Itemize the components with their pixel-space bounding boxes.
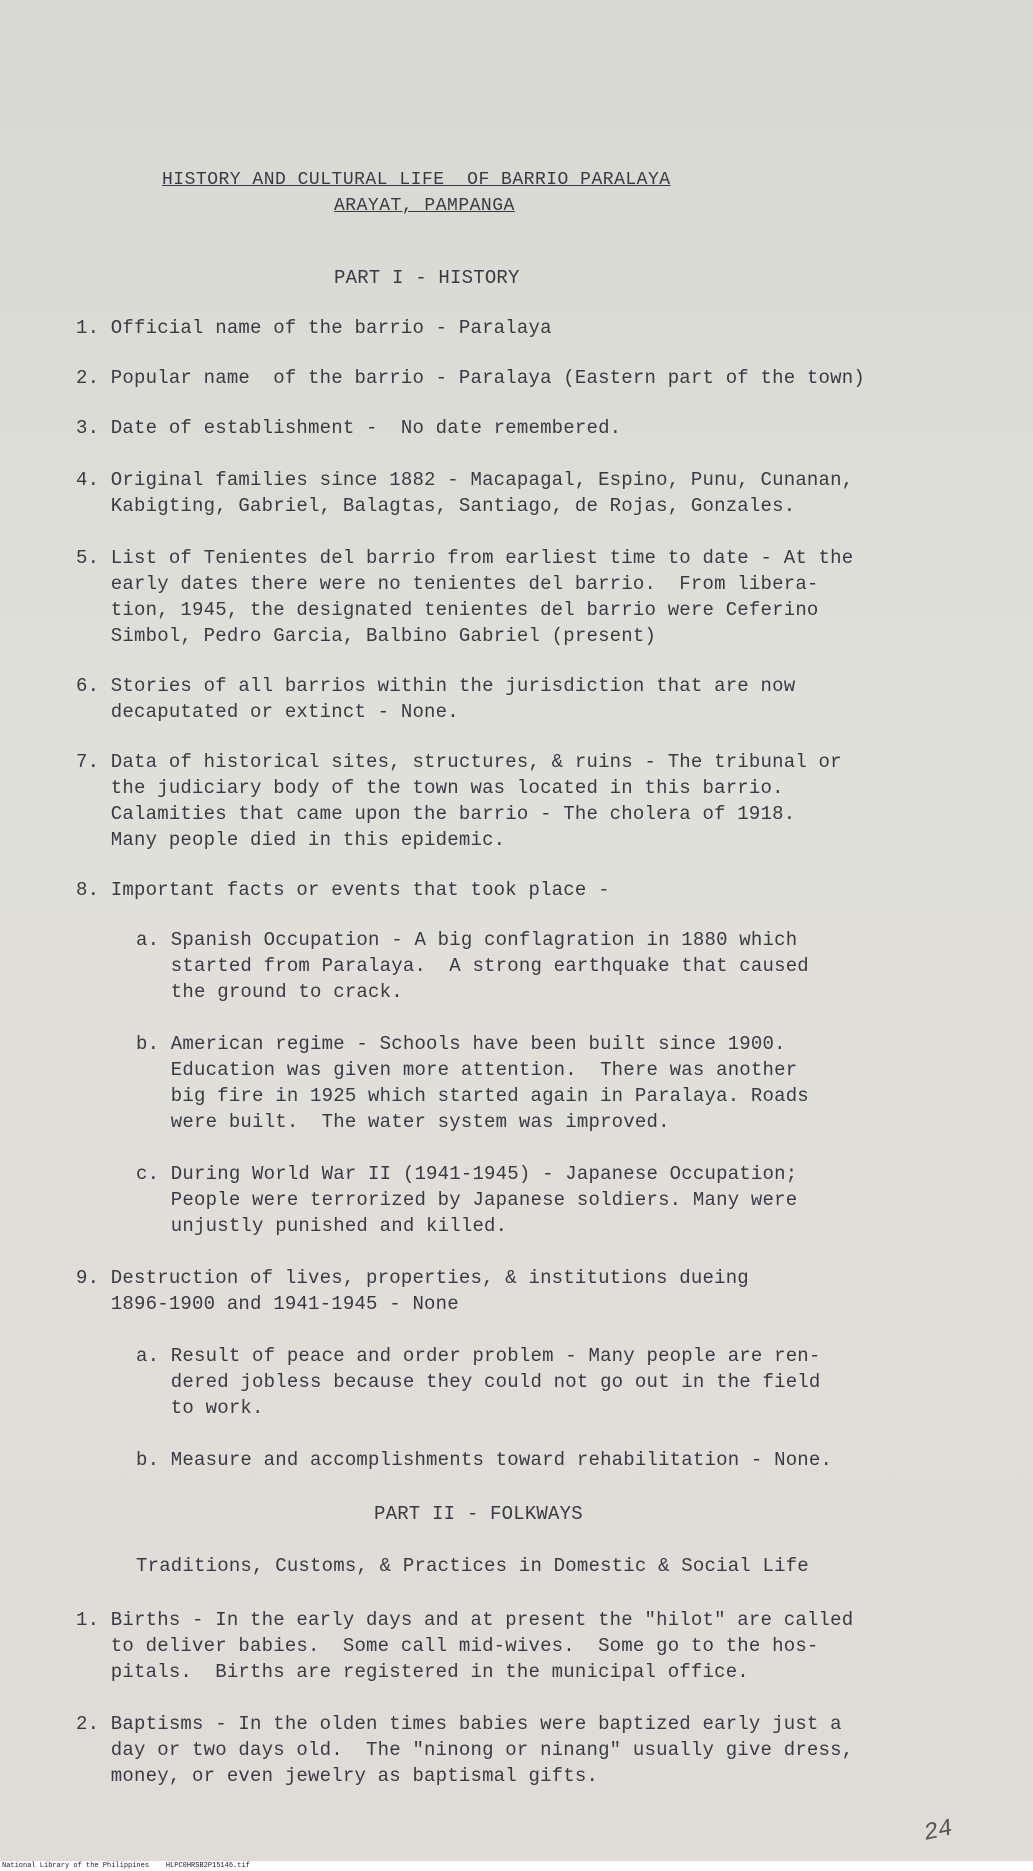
line: b. American regime - Schools have been built since 1900. [136,1033,786,1055]
line: 8. Important facts or events that took place - [76,879,610,901]
line: 9. Destruction of lives, properties, & institutions dueing [76,1267,749,1289]
line: pitals. Births are registered in the municipal office. [76,1661,749,1683]
line: the ground to crack. [136,981,403,1003]
part1-heading: PART I - HISTORY [334,267,520,289]
line: 2. Baptisms - In the olden times babies were baptized early just a [76,1713,842,1735]
line: a. Result of peace and order problem - Many people are ren- [136,1345,821,1367]
doc-subtitle: ARAYAT, PAMPANGA [334,196,515,216]
line: 6. Stories of all barrios within the jurisdiction that are now [76,675,796,697]
line: the judiciary body of the town was located in this barrio. [76,777,784,799]
line: started from Paralaya. A strong earthquake that caused [136,955,809,977]
line: money, or even jewelry as baptismal gifts. [76,1765,599,1787]
line: unjustly punished and killed. [136,1215,508,1237]
line: People were terrorized by Japanese soldiers. Many were [136,1189,798,1211]
line: Simbol, Pedro Garcia, Balbino Gabriel (present) [76,625,657,647]
line: Kabigting, Gabriel, Balagtas, Santiago, de Rojas, Gonzales. [76,495,796,517]
line: decaputated or extinct - None. [76,701,459,723]
line: Education was given more attention. There was another [136,1059,798,1081]
line: Many people died in this epidemic. [76,829,506,851]
line: day or two days old. The "ninong or ninang" usually give dress, [76,1739,854,1761]
line: 5. List of Tenientes del barrio from earliest time to date - At the [76,547,854,569]
line: to work. [136,1397,264,1419]
line: c. During World War II (1941-1945) - Japanese Occupation; [136,1163,798,1185]
line: b. Measure and accomplishments toward rehabilitation - None. [136,1449,833,1471]
line: Calamities that came upon the barrio - The cholera of 1918. [76,803,796,825]
page-number-handwritten: 24 [921,1815,956,1848]
scan-footer: National Library of the Philippines HLPC0HRSB2P15146.tif [0,1861,1033,1871]
line: 3. Date of establishment - No date remembered. [76,417,622,439]
line: 1896-1900 and 1941-1945 - None [76,1293,459,1315]
line: 1. Official name of the barrio - Paralaya [76,317,552,339]
line: early dates there were no tenientes del barrio. From libera- [76,573,819,595]
line: 2. Popular name of the barrio - Paralaya (Eastern part of the town) [76,367,865,389]
line: 7. Data of historical sites, structures, & ruins - The tribunal or [76,751,842,773]
line: a. Spanish Occupation - A big conflagration in 1880 which [136,929,798,951]
part2-heading: PART II - FOLKWAYS [374,1503,583,1525]
line: 4. Original families since 1882 - Macapagal, Espino, Punu, Cunanan, [76,469,854,491]
section-subhead: Traditions, Customs, & Practices in Domestic & Social Life [136,1555,809,1577]
line: dered jobless because they could not go out in the field [136,1371,821,1393]
line: to deliver babies. Some call mid-wives. Some go to the hos- [76,1635,819,1657]
line: 1. Births - In the early days and at present the "hilot" are called [76,1609,854,1631]
line: were built. The water system was improved. [136,1111,670,1133]
line: big fire in 1925 which started again in Paralaya. Roads [136,1085,809,1107]
doc-title: HISTORY AND CULTURAL LIFE OF BARRIO PARALAYA [162,170,671,190]
line: tion, 1945, the designated tenientes del barrio were Ceferino [76,599,819,621]
